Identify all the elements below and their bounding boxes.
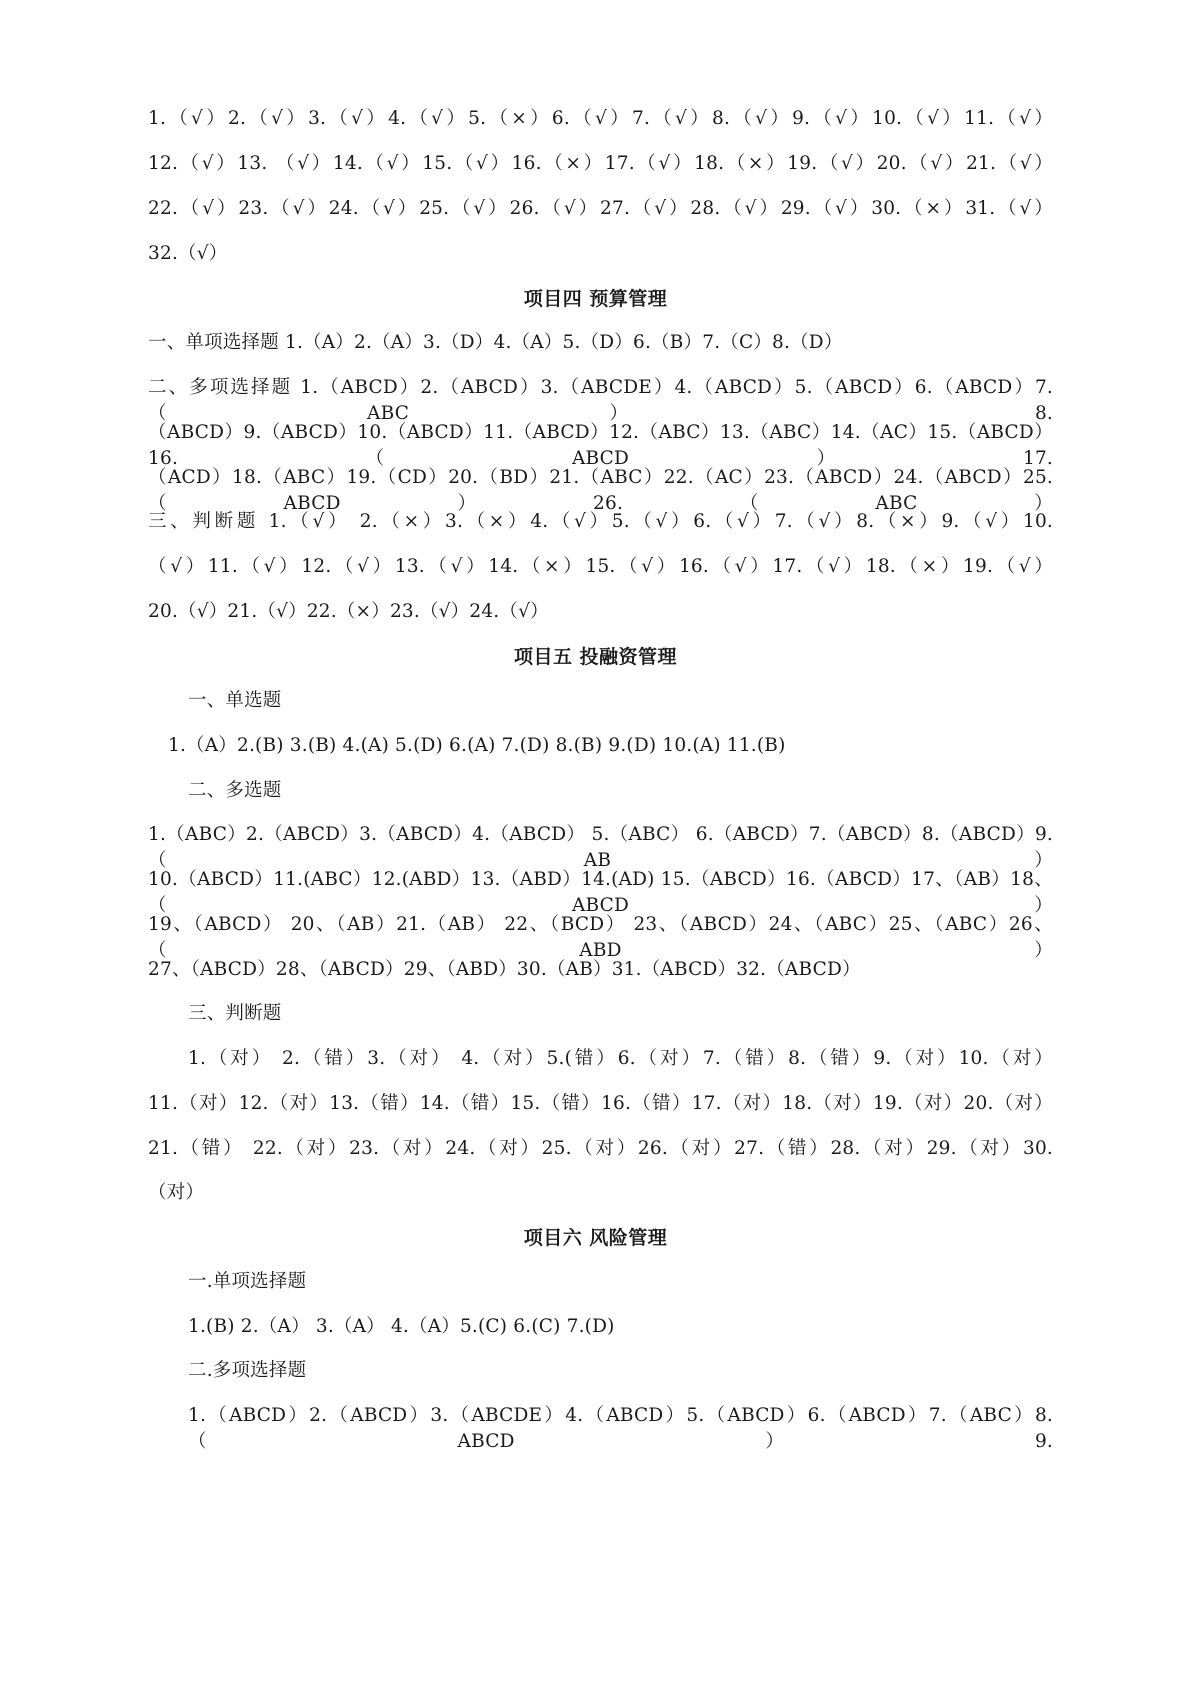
answer-line: 三、判断题 1.（√） 2.（×）3.（×）4.（√）5.（√）6.（√）7.（√）8.（×）9.（√）10.	[148, 511, 1053, 532]
answer-line: 一、单项选择题 1.（A）2.（A）3.（D）4.（A）5.（D）6.（B）7.（C）8.（D）	[148, 332, 843, 353]
answer-line: 27、（ABCD）28、（ABCD）29、（ABD）30.（AB）31.（ABCD）32.（ABCD）	[148, 959, 861, 980]
subsection-label: 一、单选题	[188, 690, 282, 711]
answer-line: 二、多项选择题 1.（ABCD）2.（ABCD）3.（ABCDE）4.（ABCD）5.（ABCD）6.（ABCD）7.（ABC） 8.	[148, 377, 1053, 424]
answer-line: 32.（√）	[148, 243, 228, 264]
subsection-label: 一.单项选择题	[188, 1271, 307, 1292]
answer-line: 1.(B) 2.（A） 3.（A） 4.（A）5.(C) 6.(C) 7.(D)	[188, 1316, 615, 1337]
answer-line: 19、（ABCD） 20、（AB）21.（AB） 22、（BCD） 23、（ABCD）24、（ABC）25、（ABC）26、（ABD）	[148, 914, 1053, 961]
answer-line: 12.（√）13. （√）14.（√）15.（√）16.（×）17.（√）18.（×）19.（√）20.（√）21.（√）	[148, 153, 1053, 174]
subsection-label: 二.多项选择题	[188, 1360, 307, 1381]
answer-line: 22.（√）23.（√）24.（√）25.（√）26.（√）27.（√）28.（√）29.（√）30.（×）31.（√）	[148, 198, 1053, 219]
section-heading: 项目五 投融资管理	[513, 646, 678, 668]
answer-line: 21.（错） 22.（对）23.（对）24.（对）25.（对）26.（对）27.（错）28.（对）29.（对）30.	[148, 1138, 1053, 1159]
answer-line: （对）	[148, 1182, 205, 1203]
answer-line: 1.（ABCD）2.（ABCD）3.（ABCDE）4.（ABCD）5.（ABCD）6.（ABCD）7.（ABC）8.（ABCD）9.	[188, 1405, 1053, 1452]
answer-line: 1.（√）2.（√）3.（√）4.（√）5.（×）6.（√）7.（√）8.（√）9.（√）10.（√）11.（√）	[148, 108, 1053, 129]
answer-line: （√）11.（√）12.（√）13.（√）14.（×）15.（√）16.（√）17.（√）18.（×）19.（√）	[148, 556, 1053, 577]
subsection-label: 二、多选题	[188, 780, 282, 801]
answer-line: （ACD）18.（ABC）19.（CD）20.（BD）21.（ABC）22.（AC）23.（ABCD）24.（ABCD）25.（ABCD）26.（ABC）	[148, 467, 1053, 514]
answer-line: 11.（对）12.（对）13.（错）14.（错）15.（错）16.（错）17.（对）18.（对）19.（对）20.（对）	[148, 1093, 1053, 1114]
answer-line: （ABCD）9.（ABCD）10.（ABCD）11.（ABCD）12.（ABC）13.（ABC）14.（AC）15.（ABCD）16.（ABCD）17.	[148, 422, 1053, 469]
answer-line: 10.（ABCD）11.(ABC）12.(ABD）13.（ABD）14.(AD) 15.（ABCD）16.（ABCD）17、（AB）18、（ABCD）	[148, 869, 1053, 916]
answer-line: 20.（√）21.（√）22.（×）23.（√）24.（√）	[148, 601, 549, 622]
answer-line: 1.（ABC）2.（ABCD）3.（ABCD）4.（ABCD） 5.（ABC） 6.（ABCD）7.（ABCD）8.（ABCD）9.（AB ）	[148, 824, 1053, 871]
section-heading: 项目四 预算管理	[523, 288, 668, 310]
answer-line: 1.（对） 2.（错）3.（对） 4.（对）5.(错）6.（对）7.（错）8.（错）9.（对）10.（对）	[188, 1048, 1053, 1069]
section-heading: 项目六 风险管理	[523, 1227, 668, 1249]
answer-line: 1.（A）2.(B) 3.(B) 4.(A) 5.(D) 6.(A) 7.(D) 8.(B) 9.(D) 10.(A) 11.(B)	[168, 735, 786, 756]
subsection-label: 三、判断题	[188, 1003, 282, 1024]
